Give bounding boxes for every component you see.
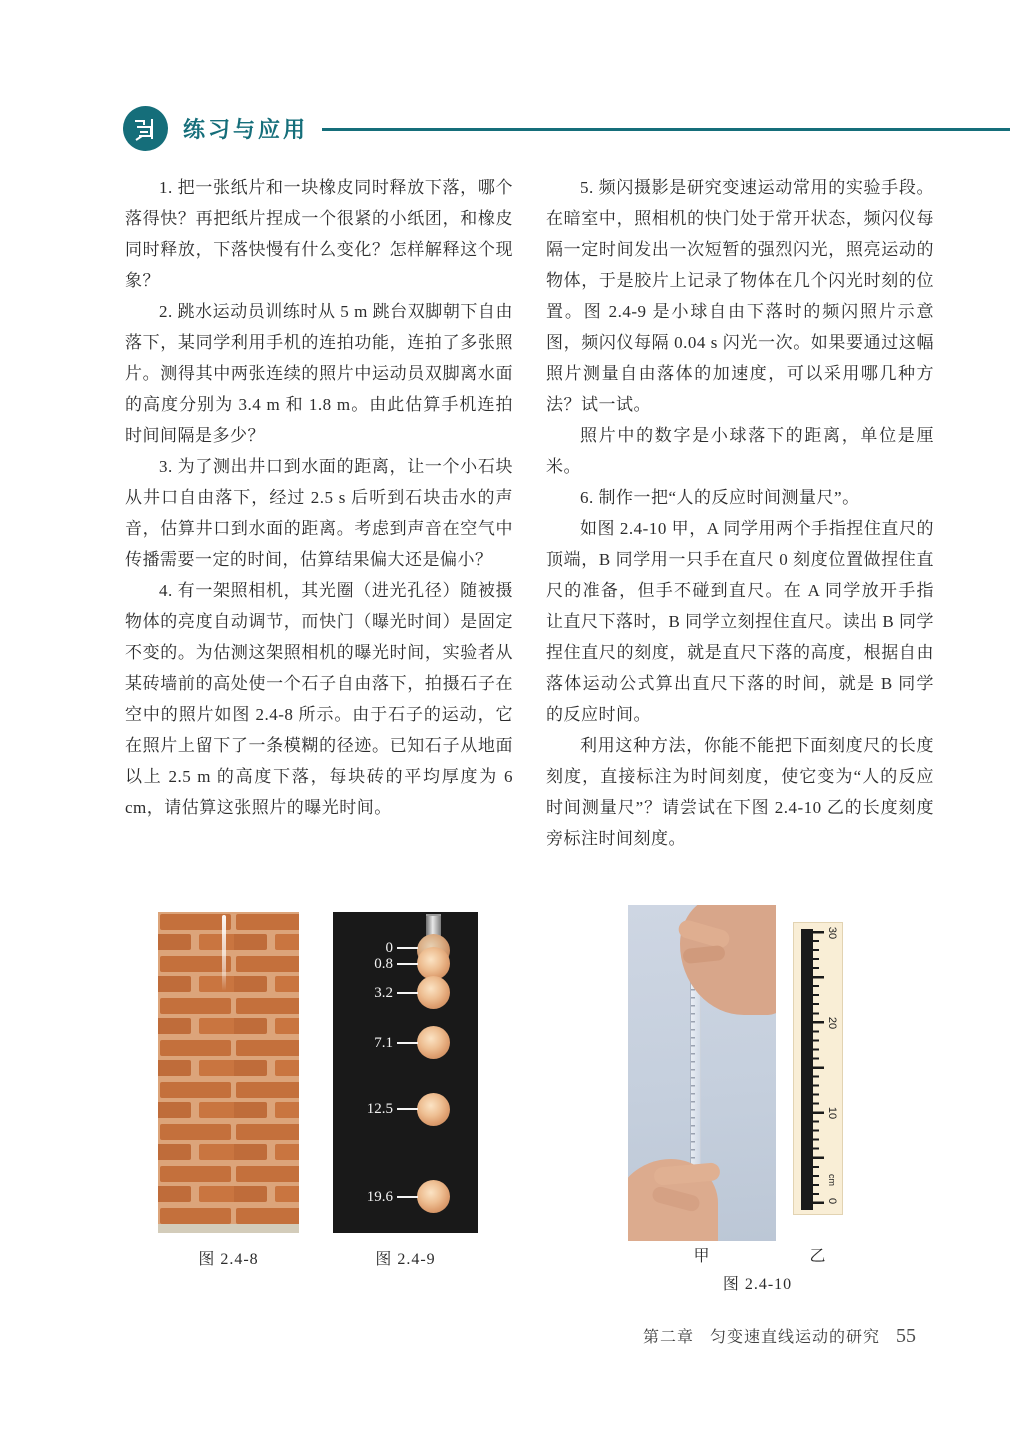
- leader-line: [397, 1196, 418, 1198]
- distance-label-2: 3.2: [374, 985, 393, 1001]
- figure-2-4-8-brick-wall-photo: [158, 912, 299, 1233]
- figure-2-4-9-strobe-photo: [333, 912, 478, 1233]
- caption-figure-2-4-9: 图 2.4-9: [375, 1251, 436, 1268]
- ruler-major-ticks: [813, 931, 824, 1206]
- leader-line: [397, 1108, 418, 1110]
- section-header: [122, 102, 1010, 154]
- ruler-unit-label: cm: [827, 1174, 837, 1186]
- footer-page-number: 55: [896, 1325, 916, 1347]
- falling-ball-3-2: [417, 976, 450, 1009]
- caption-jia: 甲: [693, 1248, 711, 1265]
- distance-label-0: 0: [385, 940, 393, 956]
- exercise-section-icon: [122, 105, 169, 152]
- distance-label-3: 7.1: [374, 1035, 393, 1051]
- falling-ball-19-6: [417, 1180, 450, 1213]
- problem-4: 4. 有一架照相机，其光圈（进光孔径）随被摄物体的亮度自动调节，而快门（曝光时间）是固定不变的。为估测这架照相机的曝光时间，实验者从某砖墙前的高处使一个石子自由落下，拍摄石子在空中的照片如图 2.4-8 所示。由于石子的运动，它在照片上留下了一条模糊的径迹。已知石子从地面以上 2.5 m 的高度下落，每块砖的平均厚度为 6 cm，请估算这张照片的曝光时间。: [125, 581, 513, 817]
- falling-stone-blur-streak: [222, 915, 226, 991]
- problem-3: 3. 为了测出井口到水面的距离，让一个小石块从井口自由落下，经过 2.5 s 后听到石块击水的声音，估算井口到水面的距离。考虑到声音在空气中传播需要一定的时间，估算结果偏大还是偏小？: [125, 457, 513, 569]
- ruler-mark-20: 20: [826, 1016, 838, 1030]
- problem-1: 1. 把一张纸片和一块橡皮同时释放下落，哪个落得快？再把纸片捏成一个很紧的小纸团，和橡皮同时释放，下落快慢有什么变化？怎样解释这个现象？: [125, 178, 513, 290]
- problem-5: 5. 频闪摄影是研究变速运动常用的实验手段。在暗室中，照相机的快门处于常开状态，频闪仪每隔一定时间发出一次短暂的强烈闪光，照亮运动的物体，于是胶片上记录了物体在几个闪光时刻的位置。图 2.4-9 是小球自由下落时的频闪照片示意图，频闪仪每隔 0.04 s 闪光一次。如果要通过这幅照片测量自由落体的加速度，可以采用哪几种方法？试一试。: [546, 178, 934, 414]
- left-text-column: [125, 172, 513, 823]
- figure-2-4-10-yi-ruler: [793, 922, 843, 1215]
- problem-2: 2. 跳水运动员训练时从 5 m 跳台双脚朝下自由落下，某同学利用手机的连拍功能，连拍了多张照片。测得其中两张连续的照片中运动员双脚离水面的高度分别为 3.4 m 和 1.8 m。由此估算手机连拍时间间隔是多少？: [125, 302, 513, 445]
- problem-6-detail: 如图 2.4-10 甲，A 同学用两个手指捏住直尺的顶端，B 同学用一只手在直尺 0 刻度位置做捏住直尺的准备，但手不碰到直尺。在 A 同学放开手指让直尺下落时，B 同学立刻捏住直尺。读出 B 同学捏住直尺的刻度，就是直尺下落的高度，根据自由落体运动公式算出直尺下落的时间，就是 B 同学的反应时间。: [546, 519, 934, 724]
- leader-line: [397, 963, 418, 965]
- falling-ball-12-5: [417, 1093, 450, 1126]
- caption-figure-2-4-10: 图 2.4-10: [722, 1276, 793, 1293]
- ruler-mark-0: 0: [826, 1197, 838, 1205]
- figure-2-4-10-jia-photo: [628, 905, 776, 1241]
- leader-line: [397, 992, 418, 994]
- ruler-mark-30: 30: [826, 926, 838, 940]
- ruler-mark-10: 10: [826, 1106, 838, 1120]
- header-divider-line: [322, 128, 1010, 131]
- leader-line: [397, 947, 418, 949]
- caption-yi: 乙: [809, 1248, 827, 1265]
- falling-ball-7-1: [417, 1026, 450, 1059]
- problem-6: 6. 制作一把“人的反应时间测量尺”。: [580, 488, 860, 507]
- caption-figure-2-4-8: 图 2.4-8: [198, 1251, 259, 1268]
- distance-label-4: 12.5: [366, 1101, 393, 1117]
- ruler-scale-bar: [801, 929, 813, 1210]
- leader-line: [397, 1042, 418, 1044]
- problem-5-note: 照片中的数字是小球落下的距离，单位是厘米。: [546, 426, 934, 476]
- brick-wall-pattern: [158, 912, 299, 1233]
- distance-label-5: 19.6: [366, 1189, 393, 1205]
- page-footer: [643, 1324, 916, 1348]
- footer-chapter-title: 匀变速直线运动的研究: [709, 1329, 880, 1346]
- right-text-column: [546, 172, 934, 854]
- section-title: 练习与应用: [183, 116, 309, 142]
- problem-6-task: 利用这种方法，你能不能把下面刻度尺的长度刻度，直接标注为时间刻度，使它变为“人的反应时间测量尺”？请尝试在下图 2.4-10 乙的长度刻度旁标注时间刻度。: [546, 736, 934, 848]
- footer-chapter: 第二章: [642, 1329, 694, 1346]
- distance-label-1: 0.8: [374, 956, 393, 972]
